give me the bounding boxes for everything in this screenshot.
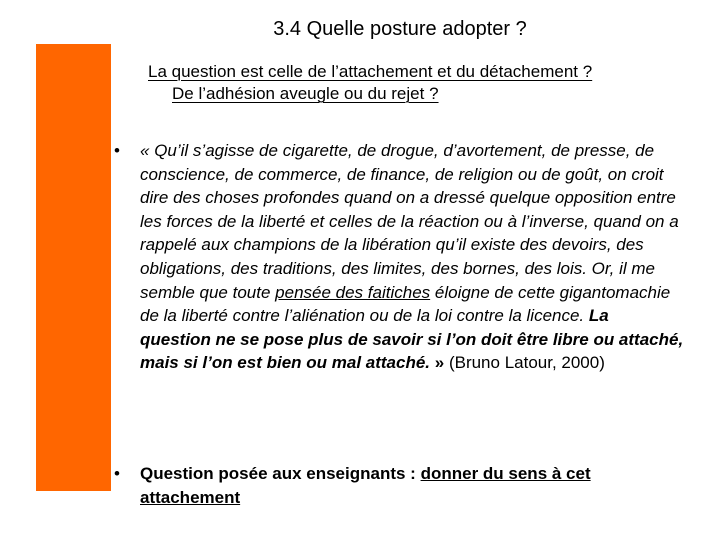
quote-text-part-2: éloigne de cette gigantomachie de la liberté contre l’aliénation ou de la loi contre la licence. — [140, 282, 671, 326]
title-area — [0, 0, 720, 60]
slide-title: 3.4 Quelle posture adopter ? — [273, 18, 527, 40]
slide-subtitle — [148, 61, 678, 105]
question-underlined-text: donner du sens à cet attachement — [140, 464, 591, 507]
subtitle-line-1 — [148, 61, 678, 83]
quote-citation: (Bruno Latour, 2000) — [444, 353, 605, 373]
question-text: Question posée aux enseignants : — [140, 464, 421, 483]
accent-bar — [36, 44, 111, 491]
quote-bold-phrase: La question ne se pose plus de savoir si l’on doit être libre ou attaché, mais si l’on est bien ou mal attaché. — [140, 306, 684, 373]
quote-text-part-1: Qu’il s’agisse de cigarette, de drogue, d’avortement, de presse, de conscience, de commerce, de finance, de religion ou de goût, on croit dire des choses profondes quand on a dressé quelque opposition entre les forces de la liberté et celles de la réaction ou à l’inverse, quand on a rappelé aux champions de la libération qu’il existe des devoirs, des obligations, des traditions, des limites, des bornes, des lois. Or, il me semble que toute — [140, 141, 679, 302]
bullet-item-quote — [114, 139, 684, 375]
subtitle-line-2 — [148, 83, 678, 105]
bullet-item-question — [114, 462, 684, 509]
bullet-question-body — [140, 462, 684, 509]
quote-underlined-phrase: pensée des faitiches — [275, 282, 431, 302]
quote-close: » — [430, 353, 445, 373]
quote-open: « — [140, 141, 155, 160]
bullet-quote-body — [140, 139, 684, 375]
subtitle-line-2-text: De l’adhésion aveugle ou du rejet ? — [172, 84, 439, 103]
subtitle-line-1-text: La question est celle de l’attachement et du détachement ? — [148, 62, 593, 81]
bullet-marker: • — [114, 141, 120, 160]
bullet-marker: • — [114, 464, 120, 483]
